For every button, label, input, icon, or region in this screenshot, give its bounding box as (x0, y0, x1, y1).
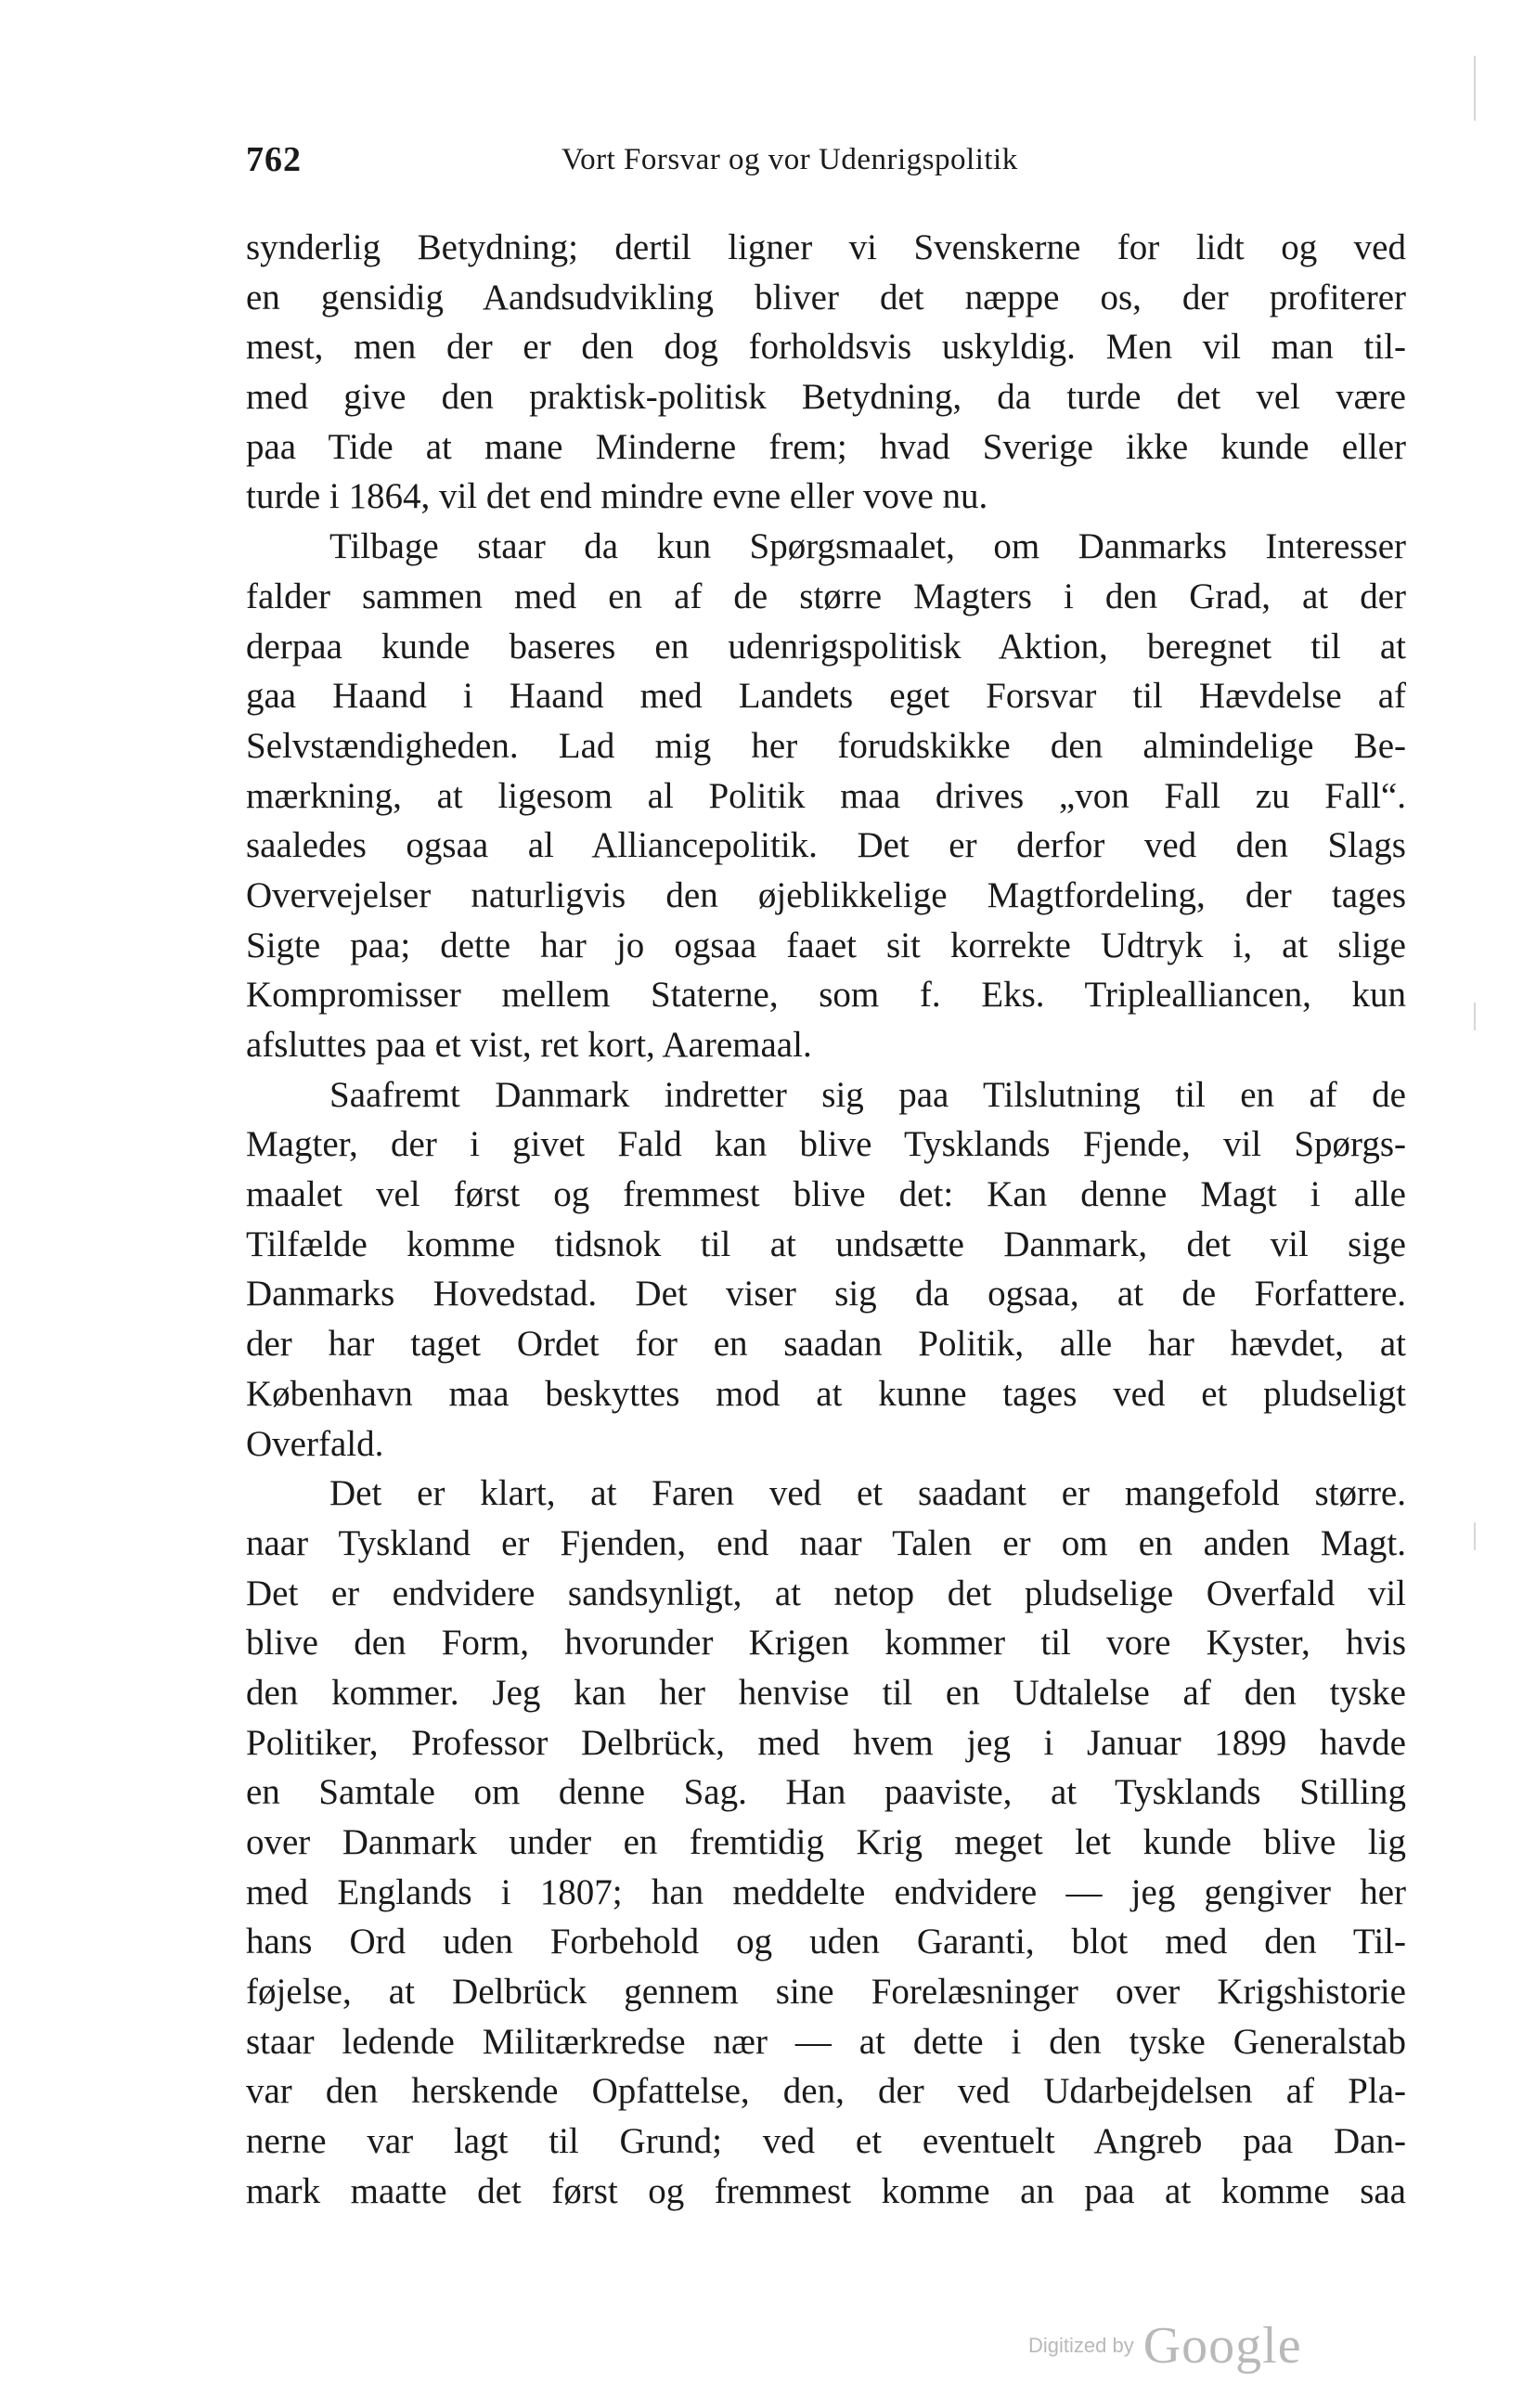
paragraph-start-line: Tilbage staar da kun Spørgsmaalet, om Danmarks Interesser (329, 526, 1406, 567)
digitized-by-label: Digitized by (1028, 2334, 1134, 2357)
google-logo: Google (1142, 2317, 1302, 2375)
text-line: Kompromisser mellem Staterne, som f. Eks. Triplealliancen, kun (246, 975, 1406, 1016)
text-line: turde i 1864, vil det end mindre evne eller vove nu. (246, 476, 988, 517)
scan-edge-shadow (1474, 1522, 1476, 1550)
text-line: føjelse, at Delbrück gennem sine Forelæsninger over Krigshistorie (246, 1972, 1406, 2013)
text-line: var den herskende Opfattelse, den, der ved Udarbejdelsen af Pla- (246, 2071, 1406, 2112)
scan-edge-shadow (1474, 56, 1476, 121)
text-line: nerne var lagt til Grund; ved et eventuelt Angreb paa Dan- (246, 2121, 1406, 2162)
text-line: mark maatte det først og fremmest komme an paa at komme saa (246, 2170, 1406, 2211)
text-line: Det er endvidere sandsynligt, at netop det pludselige Overfald vil (246, 1573, 1406, 1613)
text-line: saaledes ogsaa al Alliancepolitik. Det er derfor ved den Slags (246, 825, 1406, 866)
text-line: hans Ord uden Forbehold og uden Garanti, blot med den Til- (246, 1922, 1406, 1962)
scan-edge-shadow (1474, 1003, 1476, 1030)
text-line: Sigte paa; dette har jo ogsaa faaet sit korrekte Udtryk i, at slige (246, 925, 1406, 965)
text-line: afsluttes paa et vist, ret kort, Aaremaal. (246, 1025, 812, 1065)
paragraph-start-line: Det er klart, at Faren ved et saadant er mangefold større. (329, 1473, 1406, 1514)
body-text (246, 223, 1406, 2217)
text-line: derpaa kunde baseres en udenrigspolitisk Aktion, beregnet til at (246, 626, 1406, 667)
text-line: en gensidig Aandsudvikling bliver det næppe os, der profiterer (246, 277, 1406, 317)
text-line: med Englands i 1807; han meddelte endvidere — jeg gengiver her (246, 1871, 1406, 1912)
text-line: blive den Form, hvorunder Krigen kommer til vore Kyster, hvis (246, 1623, 1406, 1664)
text-line: staar ledende Militærkredse nær — at dette i den tyske Generalstab (246, 2021, 1406, 2062)
text-line: Overfald. (246, 1423, 384, 1464)
text-line: København maa beskyttes mod at kunne tages ved et pludseligt (246, 1373, 1406, 1414)
text-line: Politiker, Professor Delbrück, med hvem jeg i Januar 1899 havde (246, 1722, 1406, 1763)
text-line: Magter, der i givet Fald kan blive Tysklands Fjende, vil Spørgs- (246, 1124, 1406, 1165)
text-line: maalet vel først og fremmest blive det: Kan denne Magt i alle (246, 1174, 1406, 1215)
text-line: med give den praktisk-politisk Betydning, da turde det vel være (246, 377, 1406, 418)
text-line: der har taget Ordet for en saadan Politik, alle har hævdet, at (246, 1324, 1406, 1365)
text-line: Danmarks Hovedstad. Det viser sig da ogsaa, at de Forfattere. (246, 1274, 1406, 1314)
text-line: paa Tide at mane Minderne frem; hvad Sverige ikke kunde eller (246, 426, 1406, 467)
page-number: 762 (246, 140, 302, 179)
running-title: Vort Forsvar og vor Udenrigspolitik (561, 143, 1018, 176)
text-line: synderlig Betydning; dertil ligner vi Svenskerne for lidt og ved (246, 227, 1406, 267)
text-line: Overvejelser naturligvis den øjeblikkelige Magtfordeling, der tages (246, 874, 1406, 915)
text-line: mærkning, at ligesom al Politik maa drives „von Fall zu Fall“. (246, 775, 1406, 816)
text-line: den kommer. Jeg kan her henvise til en Udtalelse af den tyske (246, 1672, 1406, 1713)
text-line: gaa Haand i Haand med Landets eget Forsvar til Hævdelse af (246, 676, 1406, 717)
digitized-by-google-watermark (1028, 2313, 1302, 2378)
text-line: Tilfælde komme tidsnok til at undsætte Danmark, det vil sige (246, 1223, 1406, 1264)
text-line: naar Tyskland er Fjenden, end naar Talen er om en anden Magt. (246, 1522, 1406, 1563)
running-header (246, 139, 1406, 195)
paragraph-start-line: Saafremt Danmark indretter sig paa Tilslutning til en af de (329, 1074, 1406, 1115)
text-line: Selvstændigheden. Lad mig her forudskikke den almindelige Be- (246, 725, 1406, 766)
text-line: over Danmark under en fremtidig Krig meget let kunde blive lig (246, 1822, 1406, 1862)
text-line: en Samtale om denne Sag. Han paaviste, at Tysklands Stilling (246, 1772, 1406, 1813)
text-line: falder sammen med en af de større Magters i den Grad, at der (246, 576, 1406, 616)
text-line: mest, men der er den dog forholdsvis uskyldig. Men vil man til- (246, 327, 1406, 368)
